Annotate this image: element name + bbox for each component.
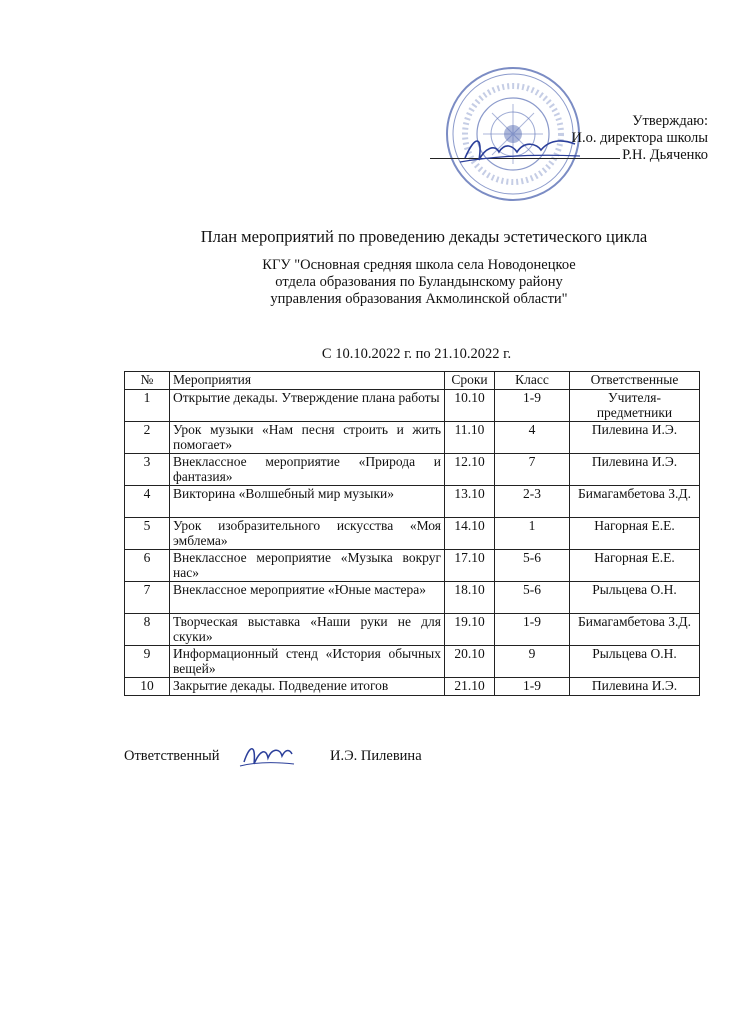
cell-date: 11.10: [445, 422, 495, 454]
cell-event: Творческая выставка «Наши руки не для скуки»: [170, 614, 445, 646]
cell-number: 4: [125, 486, 170, 518]
header-event: Мероприятия: [170, 372, 445, 390]
cell-responsible: Рыльцева О.Н.: [570, 646, 700, 678]
cell-responsible: Бимагамбетова З.Д.: [570, 614, 700, 646]
table-row: [125, 550, 700, 582]
footer-responsible-name: И.Э. Пилевина: [330, 748, 422, 764]
table-row: [125, 454, 700, 486]
cell-class: 1: [495, 518, 570, 550]
cell-responsible: Пилевина И.Э.: [570, 422, 700, 454]
cell-number: 6: [125, 550, 170, 582]
header-class: Класс: [495, 372, 570, 390]
cell-date: 18.10: [445, 582, 495, 614]
cell-event: Внеклассное мероприятие «Музыка вокруг нас»: [170, 550, 445, 582]
cell-class: 4: [495, 422, 570, 454]
director-signature-icon: [455, 130, 585, 170]
cell-responsible: Нагорная Е.Е.: [570, 550, 700, 582]
cell-date: 14.10: [445, 518, 495, 550]
cell-date: 20.10: [445, 646, 495, 678]
approval-label: Утверждаю:: [632, 113, 708, 129]
header-responsible: Ответственные: [570, 372, 700, 390]
table-row: [125, 422, 700, 454]
cell-date: 13.10: [445, 486, 495, 518]
cell-class: 1-9: [495, 390, 570, 422]
approval-position: И.о. директора школы: [571, 130, 708, 146]
table-header-row: [125, 372, 700, 390]
org-line-3: управления образования Акмолинской области": [270, 291, 568, 307]
table-row: [125, 582, 700, 614]
cell-date: 12.10: [445, 454, 495, 486]
cell-date: 19.10: [445, 614, 495, 646]
cell-event: Урок музыки «Нам песня строить и жить помогает»: [170, 422, 445, 454]
cell-class: 2-3: [495, 486, 570, 518]
cell-class: 1-9: [495, 678, 570, 696]
cell-number: 9: [125, 646, 170, 678]
cell-number: 5: [125, 518, 170, 550]
organization-name: [0, 257, 738, 308]
cell-event: Урок изобразительного искусства «Моя эмблема»: [170, 518, 445, 550]
cell-class: 9: [495, 646, 570, 678]
page-title: План мероприятий по проведению декады эстетического цикла: [200, 227, 648, 246]
cell-event: Внеклассное мероприятие «Юные мастера»: [170, 582, 445, 614]
org-line-1: КГУ "Основная средняя школа села Новодонецкое: [262, 257, 576, 273]
table-row: [125, 518, 700, 550]
table-row: [125, 646, 700, 678]
cell-responsible: Пилевина И.Э.: [570, 678, 700, 696]
table-row: [125, 614, 700, 646]
cell-class: 5-6: [495, 582, 570, 614]
cell-event: Внеклассное мероприятие «Природа и фантазия»: [170, 454, 445, 486]
cell-event: Информационный стенд «История обычных вещей»: [170, 646, 445, 678]
table-row: [125, 678, 700, 696]
header-date: Сроки: [445, 372, 495, 390]
cell-event: Открытие декады. Утверждение плана работы: [170, 390, 445, 422]
cell-class: 7: [495, 454, 570, 486]
responsible-signature-icon: [236, 740, 296, 770]
cell-responsible: Бимагамбетова З.Д.: [570, 486, 700, 518]
approver-name: Р.Н. Дьяченко: [622, 147, 708, 163]
org-line-2: отдела образования по Буландынскому району: [275, 274, 563, 290]
cell-number: 3: [125, 454, 170, 486]
cell-number: 7: [125, 582, 170, 614]
cell-class: 5-6: [495, 550, 570, 582]
footer-responsible-label: Ответственный: [124, 748, 220, 764]
cell-event: Закрытие декады. Подведение итогов: [170, 678, 445, 696]
cell-date: 21.10: [445, 678, 495, 696]
cell-number: 1: [125, 390, 170, 422]
cell-responsible: Пилевина И.Э.: [570, 454, 700, 486]
cell-number: 8: [125, 614, 170, 646]
period-dates: С 10.10.2022 г. по 21.10.2022 г.: [321, 346, 512, 362]
cell-responsible: Рыльцева О.Н.: [570, 582, 700, 614]
cell-responsible: Нагорная Е.Е.: [570, 518, 700, 550]
cell-class: 1-9: [495, 614, 570, 646]
cell-responsible: Учителя-предметники: [570, 390, 700, 422]
cell-number: 2: [125, 422, 170, 454]
header-number: №: [125, 372, 170, 390]
cell-date: 17.10: [445, 550, 495, 582]
events-table: [124, 371, 700, 696]
table-row: [125, 486, 700, 518]
table-row: [125, 390, 700, 422]
cell-date: 10.10: [445, 390, 495, 422]
cell-number: 10: [125, 678, 170, 696]
cell-event: Викторина «Волшебный мир музыки»: [170, 486, 445, 518]
